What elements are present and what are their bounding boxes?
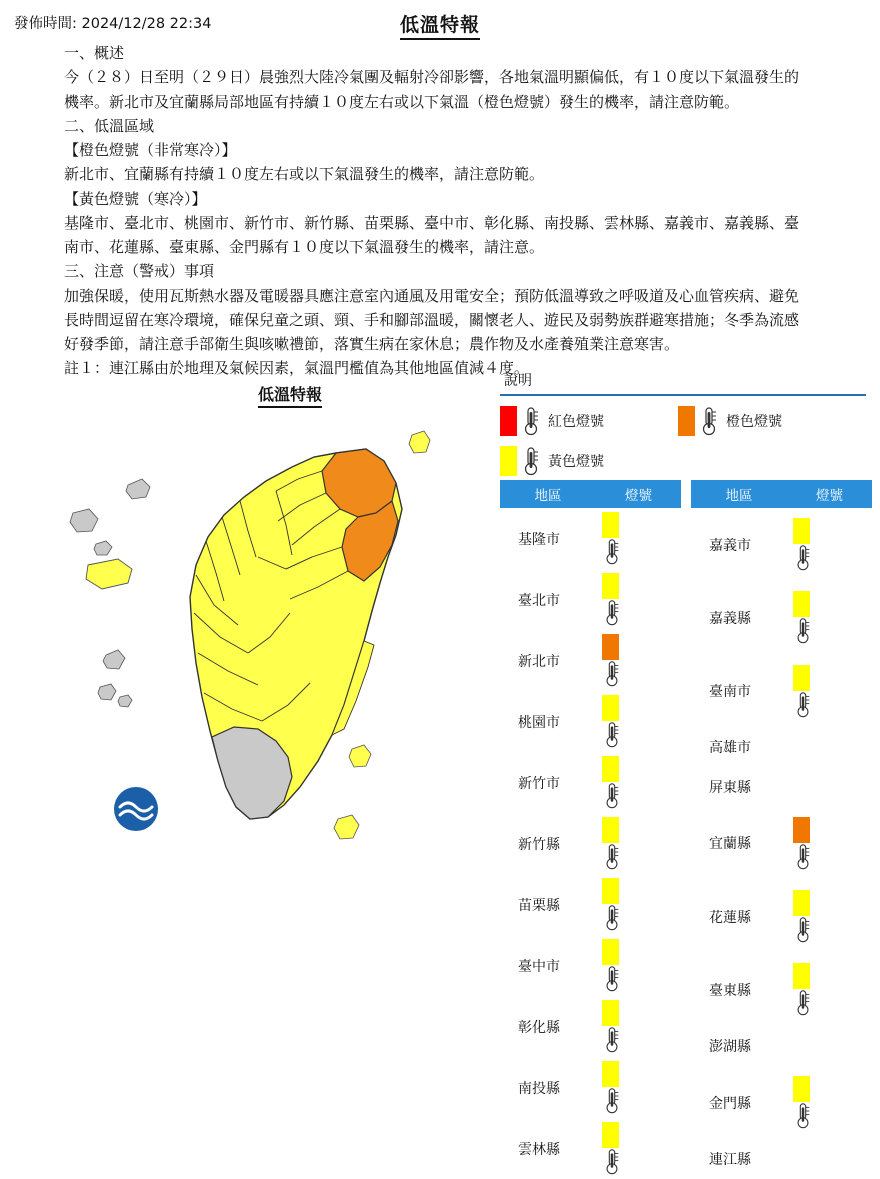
table-row (500, 935, 681, 996)
yellow-chip (793, 1076, 810, 1102)
area-name: 高雄市 (709, 740, 751, 757)
orange-chip (793, 817, 810, 843)
legend-label-orange: 橙色燈號 (726, 414, 782, 430)
orange-chip (602, 634, 619, 660)
area-name: 金門縣 (709, 1095, 751, 1112)
table-row (691, 1027, 872, 1067)
table-row (691, 953, 872, 1026)
table-row (691, 880, 872, 953)
table-row (500, 874, 681, 935)
area-name: 臺中市 (518, 958, 560, 975)
area-name: 新竹縣 (518, 836, 560, 853)
warning-level-cell (787, 1027, 872, 1067)
table-row (500, 996, 681, 1057)
warning-tables (500, 480, 872, 1179)
thermometer-icon (793, 1102, 872, 1129)
yellow-chip (793, 665, 810, 691)
table-row (691, 654, 872, 727)
yellow-chip (602, 939, 619, 965)
area-name: 新北市 (518, 653, 560, 670)
warning-level-cell (596, 508, 681, 569)
yellow-chip (602, 695, 619, 721)
section-3-heading: 三、注意（警戒）事項 (64, 262, 215, 281)
warning-level-cell (596, 935, 681, 996)
legend-title: 說明 (504, 373, 532, 389)
legend-label-yellow: 黃色燈號 (548, 454, 604, 470)
warning-level-cell (596, 996, 681, 1057)
section-1-heading: 一、概述 (64, 44, 125, 62)
col-header-light: 燈號 (787, 480, 872, 508)
yellow-swatch (500, 446, 517, 476)
thermometer-icon (602, 965, 681, 992)
yellow-chip (793, 518, 810, 544)
area-name: 臺東縣 (709, 982, 751, 999)
document-header (0, 0, 880, 40)
area-name: 苗栗縣 (518, 897, 560, 914)
yellow-chip (602, 878, 619, 904)
warning-level-cell (787, 953, 872, 1026)
thermometer-icon (602, 660, 681, 687)
table-row (500, 569, 681, 630)
footnote: 註１：連江縣由於地理及氣候因素，氣溫門檻值為其他地區值減４度。 (64, 359, 530, 378)
area-name: 花蓮縣 (709, 909, 751, 926)
warning-level-cell (787, 1139, 872, 1179)
area-name: 嘉義縣 (709, 610, 751, 627)
col-header-area: 地區 (691, 480, 787, 508)
thermometer-icon (520, 446, 542, 476)
table-row (500, 752, 681, 813)
table-row (691, 581, 872, 654)
yellow-level-line-1: 基隆市、臺北市、桃園市、新竹市、新竹縣、苗栗縣、臺中市、彰化縣、南投縣、雲林縣、嘉義市、嘉義縣、臺 (64, 213, 800, 232)
area-name: 臺北市 (518, 592, 560, 609)
section-3-line-3: 好發季節，請注意手部衛生與咳嗽禮節，落實生病在家休息；農作物及水產養殖業注意寒害。 (64, 335, 680, 353)
warning-level-cell (787, 581, 872, 654)
area-name: 臺南市 (709, 684, 751, 701)
table-row (691, 807, 872, 880)
warning-level-cell (596, 1057, 681, 1118)
area-name: 南投縣 (518, 1080, 560, 1097)
map-title: 低溫特報 (180, 382, 400, 405)
publish-time: 發佈時間: 2024/12/28 22:34 (14, 16, 212, 32)
table-row (500, 691, 681, 752)
yellow-level-line-2: 南市、花蓮縣、臺東縣、金門縣有１０度以下氣溫發生的機率，請注意。 (64, 238, 545, 256)
warning-level-cell (787, 880, 872, 953)
thermometer-icon (602, 843, 681, 870)
section-1-line-1: 今（２８）日至明（２９日）晨強烈大陸冷氣團及輻射冷卻影響，各地氣溫明顯偏低，有１０度以下氣溫發生的 (64, 68, 800, 87)
area-name: 澎湖縣 (709, 1039, 751, 1056)
area-name: 嘉義市 (709, 537, 751, 554)
legend-label-red: 紅色燈號 (548, 414, 604, 430)
yellow-chip (602, 817, 619, 843)
area-name: 連江縣 (709, 1152, 751, 1169)
legend-item-yellow (500, 446, 678, 476)
thermometer-icon (793, 617, 872, 644)
thermometer-icon (793, 843, 872, 870)
lower-panel (0, 370, 880, 1169)
warning-level-cell (596, 569, 681, 630)
thermometer-icon (602, 538, 681, 565)
thermometer-icon (793, 544, 872, 571)
section-1-line-2: 機率。新北市及宜蘭縣局部地區有持續１０度左右或以下氣溫（橙色燈號）發生的機率，請注意防範。 (64, 92, 740, 111)
area-name: 基隆市 (518, 531, 560, 548)
warning-level-cell (787, 508, 872, 581)
thermometer-icon (520, 406, 542, 436)
col-header-light: 燈號 (596, 480, 681, 508)
page-title: 低溫特報 (0, 10, 880, 37)
yellow-chip (602, 1000, 619, 1026)
legend-item-orange (678, 406, 856, 436)
warning-level-cell (596, 630, 681, 691)
warning-table-left (500, 480, 681, 1179)
warning-level-cell (596, 691, 681, 752)
area-name: 新竹市 (518, 775, 560, 792)
warning-level-cell (787, 654, 872, 727)
orange-swatch (678, 406, 695, 436)
section-3-line-1: 加強保暖，使用瓦斯熱水器及電暖器具應注意室內通風及用電安全；預防低溫導致之呼吸道及心血管疾病、避免 (64, 286, 800, 305)
yellow-chip (602, 1122, 619, 1148)
yellow-level-heading: 【黃色燈號（寒冷）】 (64, 189, 207, 208)
warning-table-right (691, 480, 872, 1179)
yellow-chip (602, 1061, 619, 1087)
section-3-line-2: 長時間逗留在寒冷環境，確保兒童之頭、頸、手和腳部溫暖，關懷老人、遊民及弱勢族群避寒措施；冬季為流感 (64, 310, 800, 329)
thermometer-icon (793, 916, 872, 943)
table-row (691, 728, 872, 768)
warning-level-cell (596, 1118, 681, 1179)
warning-level-cell (787, 767, 872, 807)
area-name: 屏東縣 (709, 780, 751, 797)
yellow-chip (602, 756, 619, 782)
thermometer-icon (602, 782, 681, 809)
yellow-chip (793, 963, 810, 989)
thermometer-icon (602, 904, 681, 931)
yellow-chip (793, 591, 810, 617)
warning-level-cell (787, 807, 872, 880)
yellow-chip (793, 890, 810, 916)
table-row (691, 508, 872, 581)
area-name: 彰化縣 (518, 1019, 560, 1036)
red-swatch (500, 406, 517, 436)
table-row (691, 1139, 872, 1179)
legend-item-red (500, 406, 678, 436)
thermometer-icon (698, 406, 720, 436)
table-row (691, 1066, 872, 1139)
warning-level-cell (596, 874, 681, 935)
orange-level-text: 新北市、宜蘭縣有持續１０度左右或以下氣溫發生的機率，請注意防範。 (64, 165, 545, 184)
thermometer-icon (602, 721, 681, 748)
col-header-area: 地區 (500, 480, 596, 508)
warning-level-cell (787, 728, 872, 768)
advisory-body (64, 42, 854, 382)
table-row (500, 630, 681, 691)
area-name: 宜蘭縣 (709, 836, 751, 853)
legend (500, 370, 872, 486)
thermometer-icon (793, 691, 872, 718)
section-2-heading: 二、低溫區域 (64, 116, 155, 135)
warning-level-cell (787, 1066, 872, 1139)
taiwan-warning-map (0, 405, 490, 880)
table-row (500, 813, 681, 874)
cwb-logo (110, 785, 162, 833)
thermometer-icon (602, 1026, 681, 1053)
thermometer-icon (602, 599, 681, 626)
warning-level-cell (596, 752, 681, 813)
yellow-chip (602, 512, 619, 538)
thermometer-icon (793, 989, 872, 1016)
area-name: 桃園市 (518, 714, 560, 731)
table-row (500, 1118, 681, 1179)
table-row (500, 1057, 681, 1118)
thermometer-icon (602, 1148, 681, 1175)
legend-divider (500, 394, 866, 396)
warning-level-cell (596, 813, 681, 874)
yellow-chip (602, 573, 619, 599)
area-name: 雲林縣 (518, 1141, 560, 1158)
table-row (691, 767, 872, 807)
orange-level-heading: 【橙色燈號（非常寒冷）】 (64, 141, 237, 159)
table-row (500, 508, 681, 569)
thermometer-icon (602, 1087, 681, 1114)
